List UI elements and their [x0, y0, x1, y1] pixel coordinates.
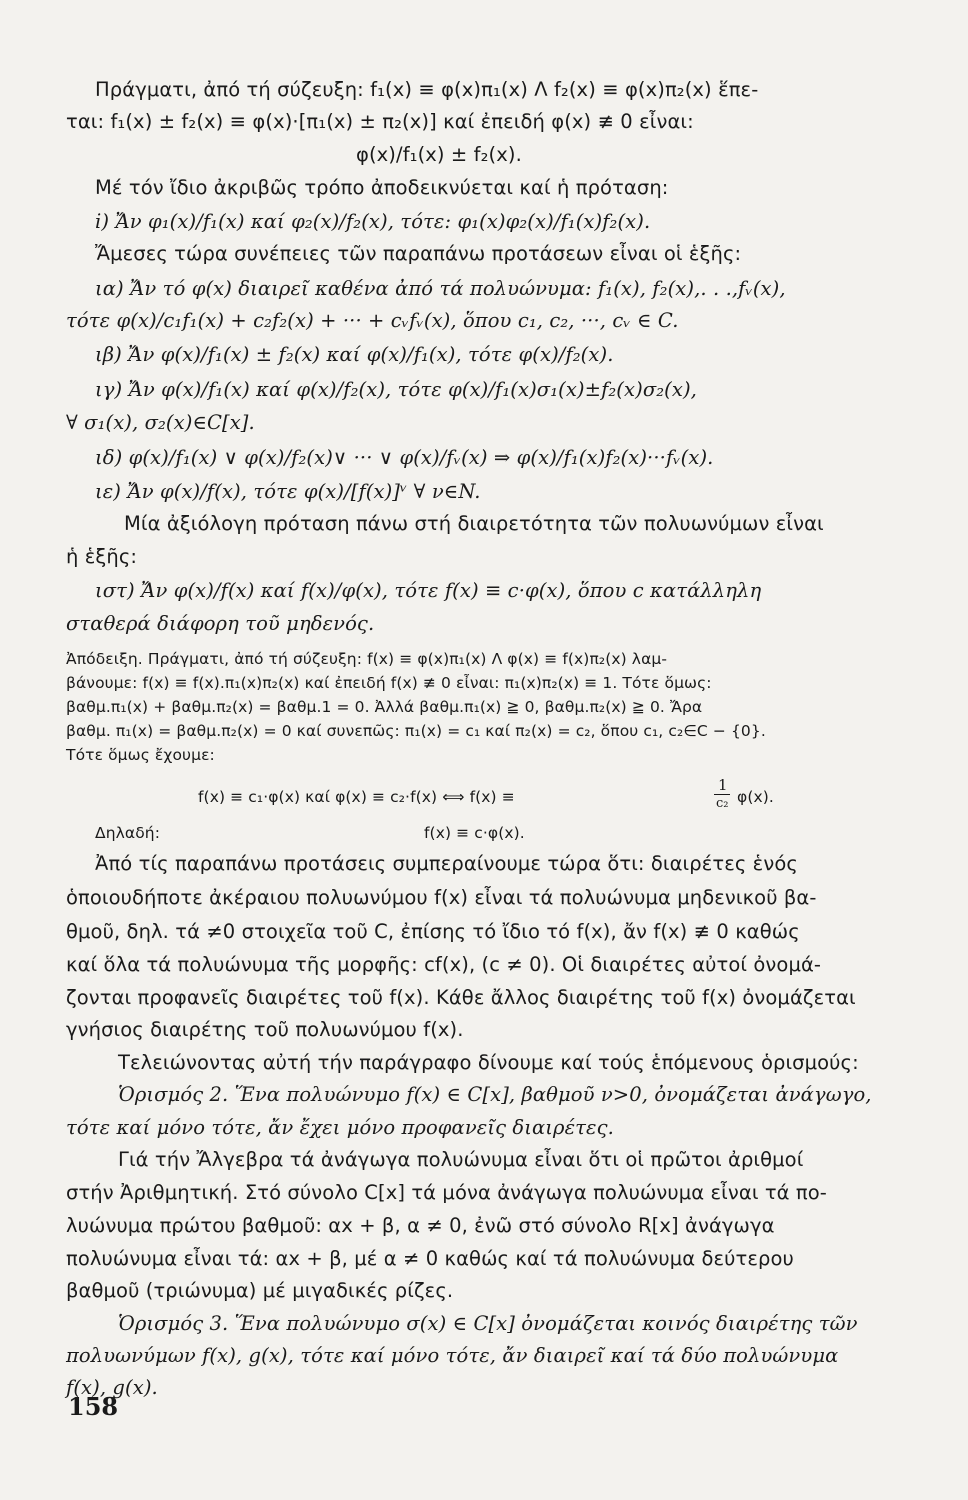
text-line: τότε καί μόνο τότε, ἄν ἔχει μόνο προφανεῖς διαιρέτες.	[66, 1116, 614, 1139]
proposition-i: i) Ἄν φ₁(x)/f₁(x) καί φ₂(x)/f₂(x), τότε: φ₁(x)φ₂(x)/f₁(x)f₂(x).	[95, 210, 651, 233]
text-line: λυώνυμα πρώτου βαθμοῦ: αx + β, α ≠ 0, ἐνῶ στό σύνολο R[x] ἀνάγωγα	[66, 1214, 775, 1237]
text-line: Μέ τόν ἴδιο ἀκριβῶς τρόπο ἀποδεικνύεται καί ἡ πρόταση:	[95, 176, 669, 199]
proof-line: βάνουμε: f(x) ≡ f(x).π₁(x)π₂(x) καί ἐπειδή f(x) ≢ 0 εἶναι: π₁(x)π₂(x) ≡ 1. Τότε ὅμως:	[66, 674, 712, 692]
page-number: 158	[68, 1392, 119, 1421]
text-line: Ἄμεσες τώρα συνέπειες τῶν παραπάνω προτάσεων εἶναι οἱ ἑξῆς:	[95, 242, 742, 265]
fraction-bar	[714, 794, 730, 795]
text-line: f(x), g(x).	[66, 1376, 158, 1399]
text-line: ∀ σ₁(x), σ₂(x)∈C[x].	[66, 411, 255, 434]
text-line: φ(x)/f₁(x) ± f₂(x).	[356, 143, 522, 166]
proposition-ie: ιε) Ἄν φ(x)/f(x), τότε φ(x)/[f(x)]ᵛ ∀ ν∈N.	[95, 480, 481, 503]
text-line: ται: f₁(x) ± f₂(x) ≡ φ(x)·[π₁(x) ± π₂(x)] καί ἐπειδή φ(x) ≢ 0 εἶναι:	[66, 110, 694, 133]
text-line: Δηλαδή:	[95, 824, 161, 842]
text-line: καί ὅλα τά πολυώνυμα τῆς μορφῆς: cf(x), (c ≠ 0). Οἱ διαιρέτες αὐτοί ὀνομά-	[66, 953, 822, 976]
proposition-ib: ιβ) Ἄν φ(x)/f₁(x) ± f₂(x) καί φ(x)/f₁(x), τότε φ(x)/f₂(x).	[95, 343, 614, 366]
proof-line: βαθμ.π₁(x) + βαθμ.π₂(x) = βαθμ.1 = 0. Ἀλλά βαθμ.π₁(x) ≧ 0, βαθμ.π₂(x) ≧ 0. Ἄρα	[66, 698, 703, 716]
text-line: σταθερά διάφορη τοῦ μηδενός.	[66, 612, 375, 635]
proposition-id: ιδ) φ(x)/f₁(x) ∨ φ(x)/f₂(x)∨ ··· ∨ φ(x)/fᵥ(x) ⇒ φ(x)/f₁(x)f₂(x)···fᵥ(x).	[95, 446, 714, 469]
text-line: θμοῦ, δηλ. τά ≠0 στοιχεῖα τοῦ C, ἐπίσης τό ἴδιο τό f(x), ἄν f(x) ≢ 0 καθώς	[66, 920, 800, 943]
text-line: τότε φ(x)/c₁f₁(x) + c₂f₂(x) + ··· + cᵥfᵥ(x), ὅπου c₁, c₂, ···, cᵥ ∈ C.	[66, 309, 679, 332]
text-line: πολυωνύμων f(x), g(x), τότε καί μόνο τότε, ἄν διαιρεῖ καί τά δύο πολυώνυμα	[66, 1344, 839, 1367]
fraction-tail: φ(x).	[737, 788, 774, 806]
definition-3: Ὁρισμός 3. Ἕνα πολυώνυμο σ(x) ∈ C[x] ὀνομάζεται κοινός διαιρέτης τῶν	[118, 1312, 858, 1335]
equation-line: f(x) ≡ c·φ(x).	[424, 824, 525, 842]
proof-line: Ἀπόδειξη. Πράγματι, ἀπό τή σύζευξη: f(x) ≡ φ(x)π₁(x) Λ φ(x) ≡ f(x)π₂(x) λαμ-	[66, 650, 668, 668]
equation-line: f(x) ≡ c₁·φ(x) καί φ(x) ≡ c₂·f(x) ⟺ f(x) ≡	[198, 788, 515, 806]
text-line: πολυώνυμα εἶναι τά: αx + β, μέ α ≠ 0 καθώς καί τά πολυώνυμα δεύτερου	[66, 1247, 794, 1270]
proposition-ist: ιστ) Ἄν φ(x)/f(x) καί f(x)/φ(x), τότε f(x) ≡ c·φ(x), ὅπου c κατάλληλη	[95, 579, 762, 602]
text-line: Μία ἀξιόλογη πρόταση πάνω στή διαιρετότητα τῶν πολυωνύμων εἶναι	[124, 512, 824, 535]
proof-line: βαθμ. π₁(x) = βαθμ.π₂(x) = 0 καί συνεπῶς: π₁(x) = c₁ καί π₂(x) = c₂, ὅπου c₁, c₂∈C − {0}.	[66, 722, 766, 740]
proposition-ig: ιγ) Ἄν φ(x)/f₁(x) καί φ(x)/f₂(x), τότε φ(x)/f₁(x)σ₁(x)±f₂(x)σ₂(x),	[95, 378, 697, 401]
proposition-ia: ια) Ἄν τό φ(x) διαιρεῖ καθένα ἀπό τά πολυώνυμα: f₁(x), f₂(x),. . .,fᵥ(x),	[95, 277, 786, 300]
proof-line: Τότε ὅμως ἔχουμε:	[66, 746, 215, 764]
text-line: Πράγματι, ἀπό τή σύζευξη: f₁(x) ≡ φ(x)π₁(x) Λ f₂(x) ≡ φ(x)π₂(x) ἕπε-	[95, 78, 759, 101]
fraction-denominator: c₂	[716, 796, 729, 811]
text-line: στήν Ἀριθμητική. Στό σύνολο C[x] τά μόνα ἀνάγωγα πολυώνυμα εἶναι τά πο-	[66, 1181, 827, 1204]
text-line: γνήσιος διαιρέτης τοῦ πολυωνύμου f(x).	[66, 1018, 464, 1041]
text-line: Τελειώνοντας αὐτή τήν παράγραφο δίνουμε καί τούς ἑπόμενους ὁρισμούς:	[118, 1051, 859, 1074]
text-line: ζονται προφανεῖς διαιρέτες τοῦ f(x). Κάθε ἄλλος διαιρέτης τοῦ f(x) ὀνομάζεται	[66, 986, 856, 1009]
text-line: ἡ ἑξῆς:	[66, 545, 138, 568]
text-line: Γιά τήν Ἄλγεβρα τά ἀνάγωγα πολυώνυμα εἶναι ὅτι οἱ πρῶτοι ἀριθμοί	[118, 1148, 804, 1171]
fraction-numerator: 1	[718, 776, 728, 794]
definition-2: Ὁρισμός 2. Ἕνα πολυώνυμο f(x) ∈ C[x], βαθμοῦ ν>0, ὀνομάζεται ἀνάγωγο,	[118, 1083, 872, 1106]
text-line: ὁποιουδήποτε ἀκέραιου πολυωνύμου f(x) εἶναι τά πολυώνυμα μηδενικοῦ βα-	[66, 886, 817, 909]
text-line: βαθμοῦ (τριώνυμα) μέ μιγαδικές ρίζες.	[66, 1279, 454, 1302]
text-line: Ἀπό τίς παραπάνω προτάσεις συμπεραίνουμε τώρα ὅτι: διαιρέτες ἑνός	[95, 852, 798, 875]
